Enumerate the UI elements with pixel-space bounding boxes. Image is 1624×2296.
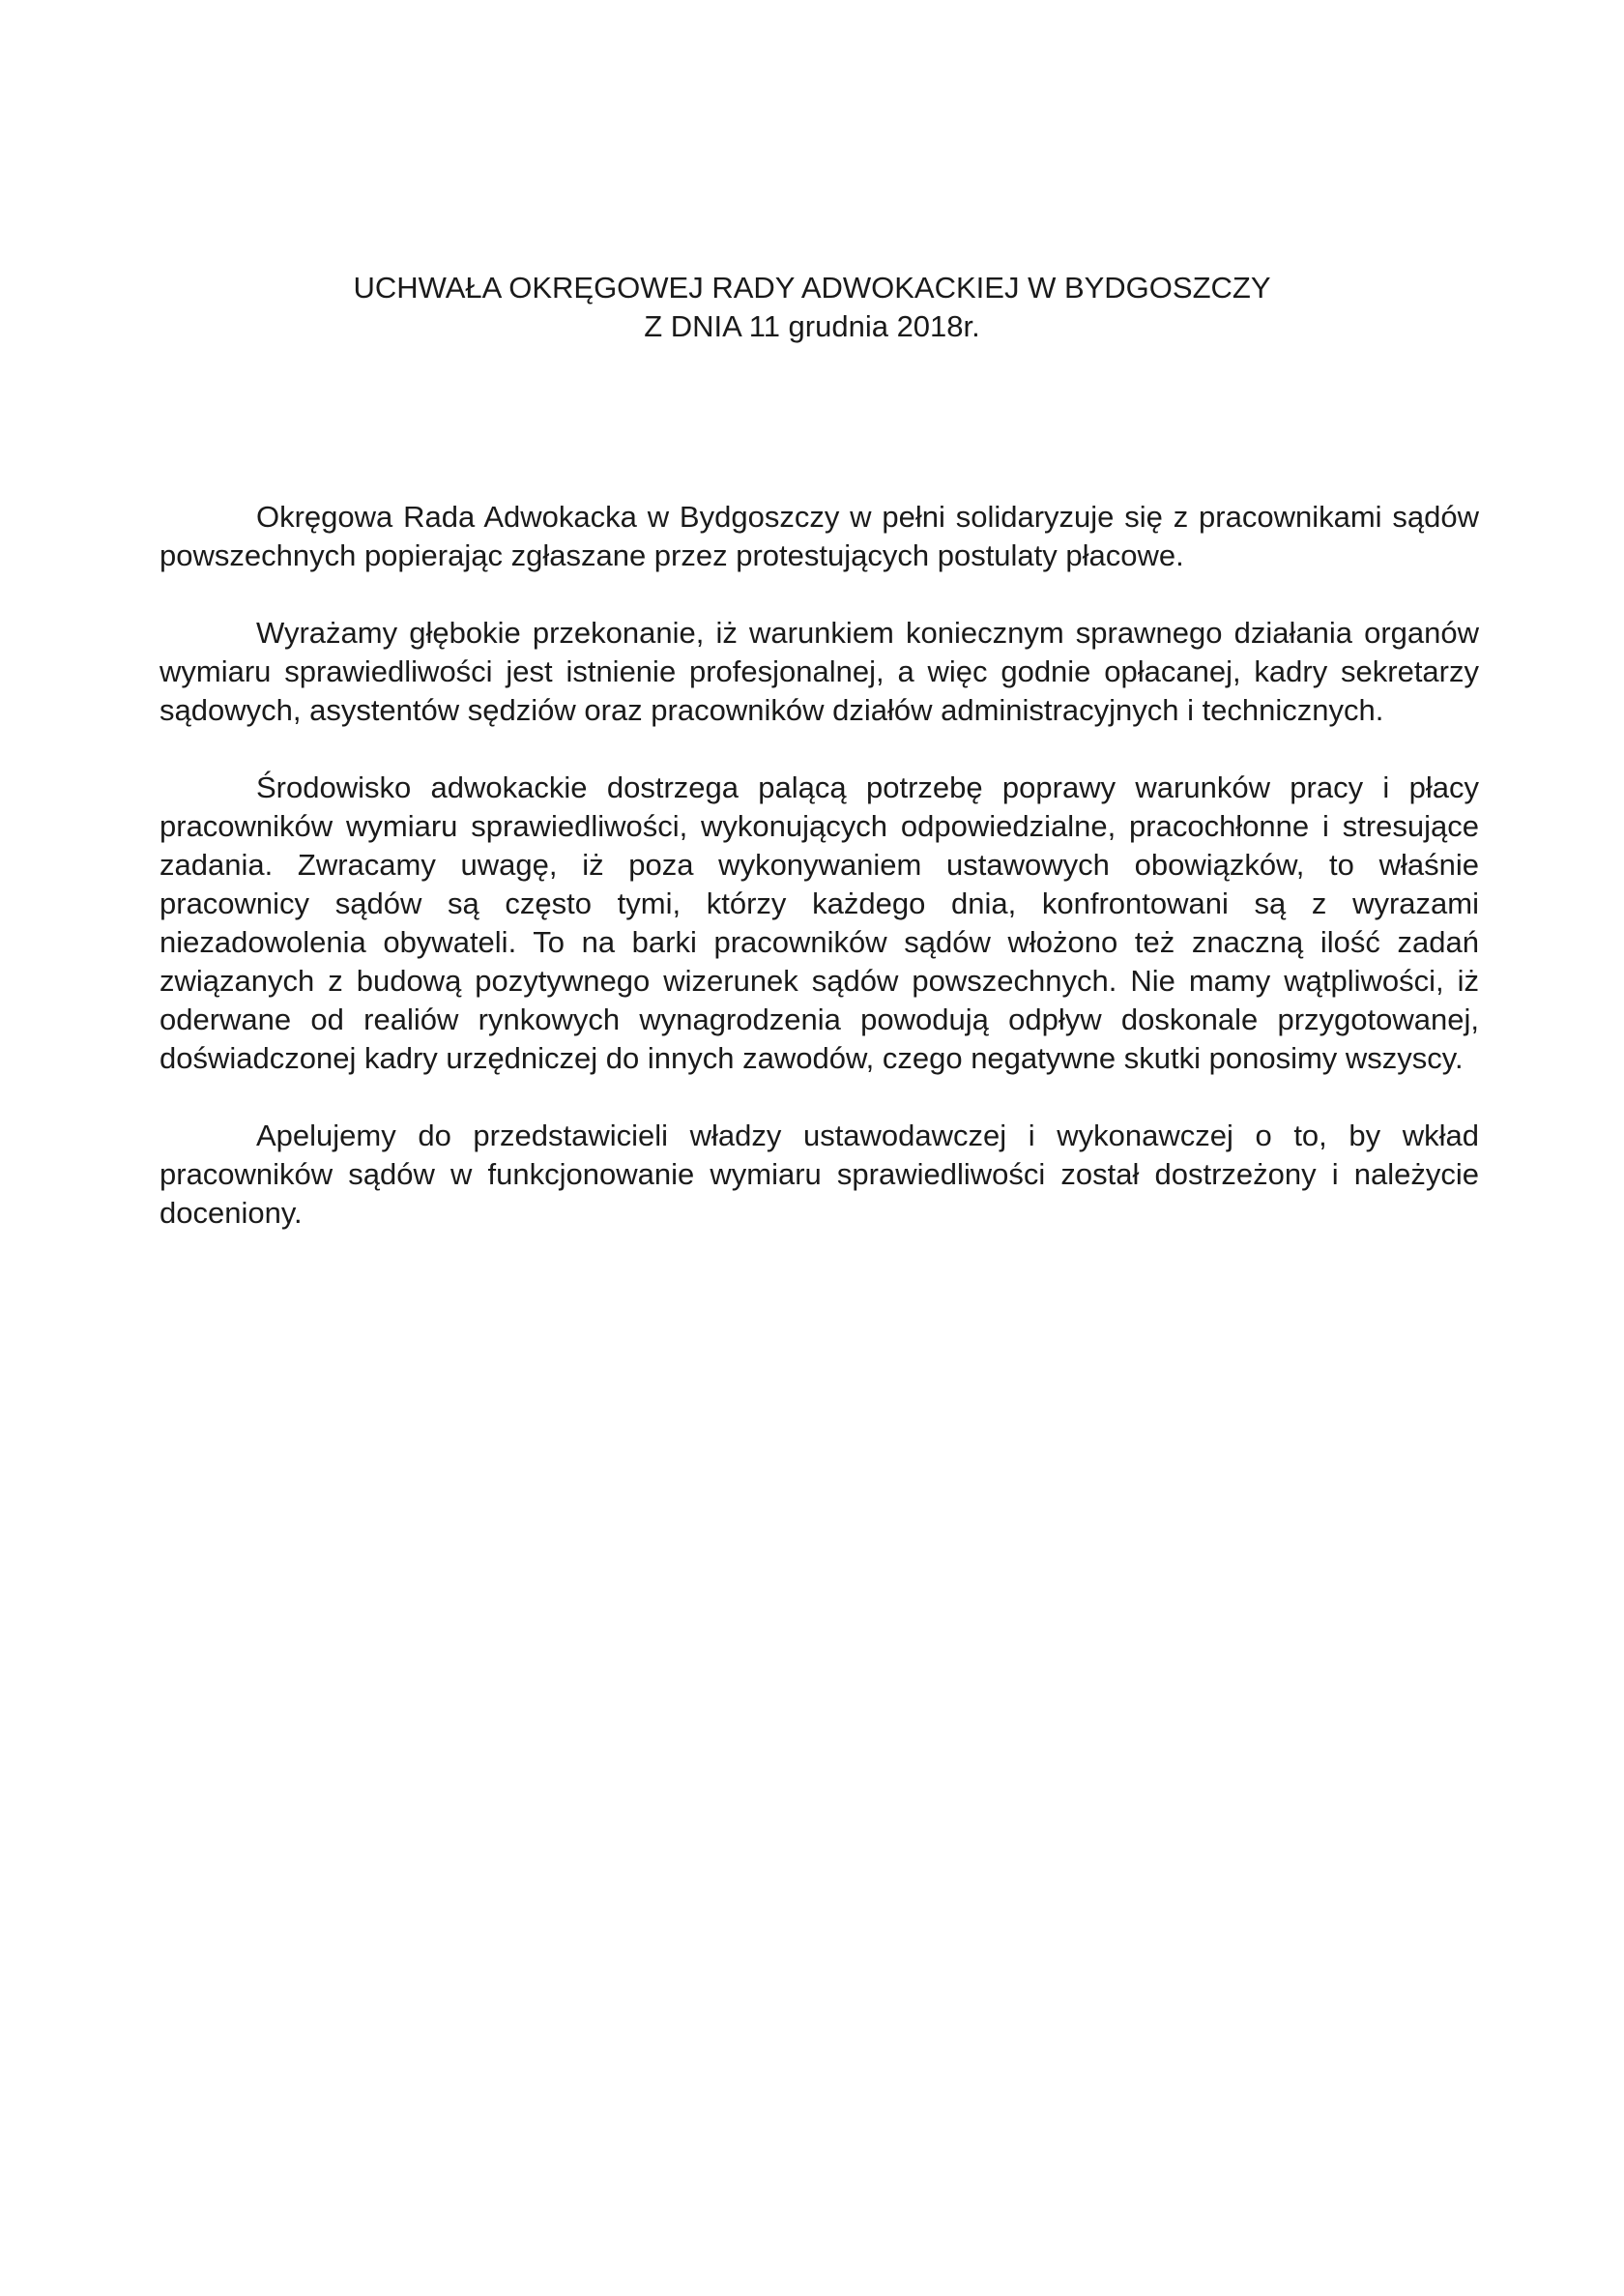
document-title: UCHWAŁA OKRĘGOWEJ RADY ADWOKACKIEJ W BYDGOSZCZY <box>353 271 1271 305</box>
paragraph-working-conditions: Środowisko adwokackie dostrzega palącą potrzebę poprawy warunków pracy i płacy pracowników wymiaru sprawiedliwości, wykonujących odpowiedzialne, pracochłonne i stresujące zadania. Zwracamy uwagę, iż poza wykonywaniem ustawowych obowiązków, to właśnie pracownicy sądów są często tymi, którzy każdego dnia, konfrontowani są z wyrazami niezadowolenia obywateli. To na barki pracowników sądów włożono też znaczną ilość zadań związanych z budową pozytywnego wizerunek sądów powszechnych. Nie mamy wątpliwości, iż oderwane od realiów rynkowych wynagrodzenia powodują odpływ doskonale przygotowanej, doświadczonej kadry urzędniczej do innych zawodów, czego negatywne skutki ponosimy wszyscy. <box>160 770 1479 1075</box>
paragraph-appeal: Apelujemy do przedstawicieli władzy ustawodawczej i wykonawczej o to, by wkład pracowników sądów w funkcjonowanie wymiaru sprawiedliwości został dostrzeżony i należycie doceniony. <box>160 1119 1479 1230</box>
paragraph-conviction: Wyrażamy głębokie przekonanie, iż warunkiem koniecznym sprawnego działania organów wymiaru sprawiedliwości jest istnienie profesjonalnej, a więc godnie opłacanej, kadry sekretarzy sądowych, asystentów sędziów oraz pracowników działów administracyjnych i technicznych. <box>160 616 1479 727</box>
paragraph-solidarity: Okręgowa Rada Adwokacka w Bydgoszczy w pełni solidaryzuje się z pracownikami sądów powszechnych popierając zgłaszane przez protestujących postulaty płacowe. <box>160 500 1479 572</box>
document-body <box>160 498 1479 1271</box>
document-header <box>0 269 1624 346</box>
document-date: Z DNIA 11 grudnia 2018r. <box>644 309 980 343</box>
